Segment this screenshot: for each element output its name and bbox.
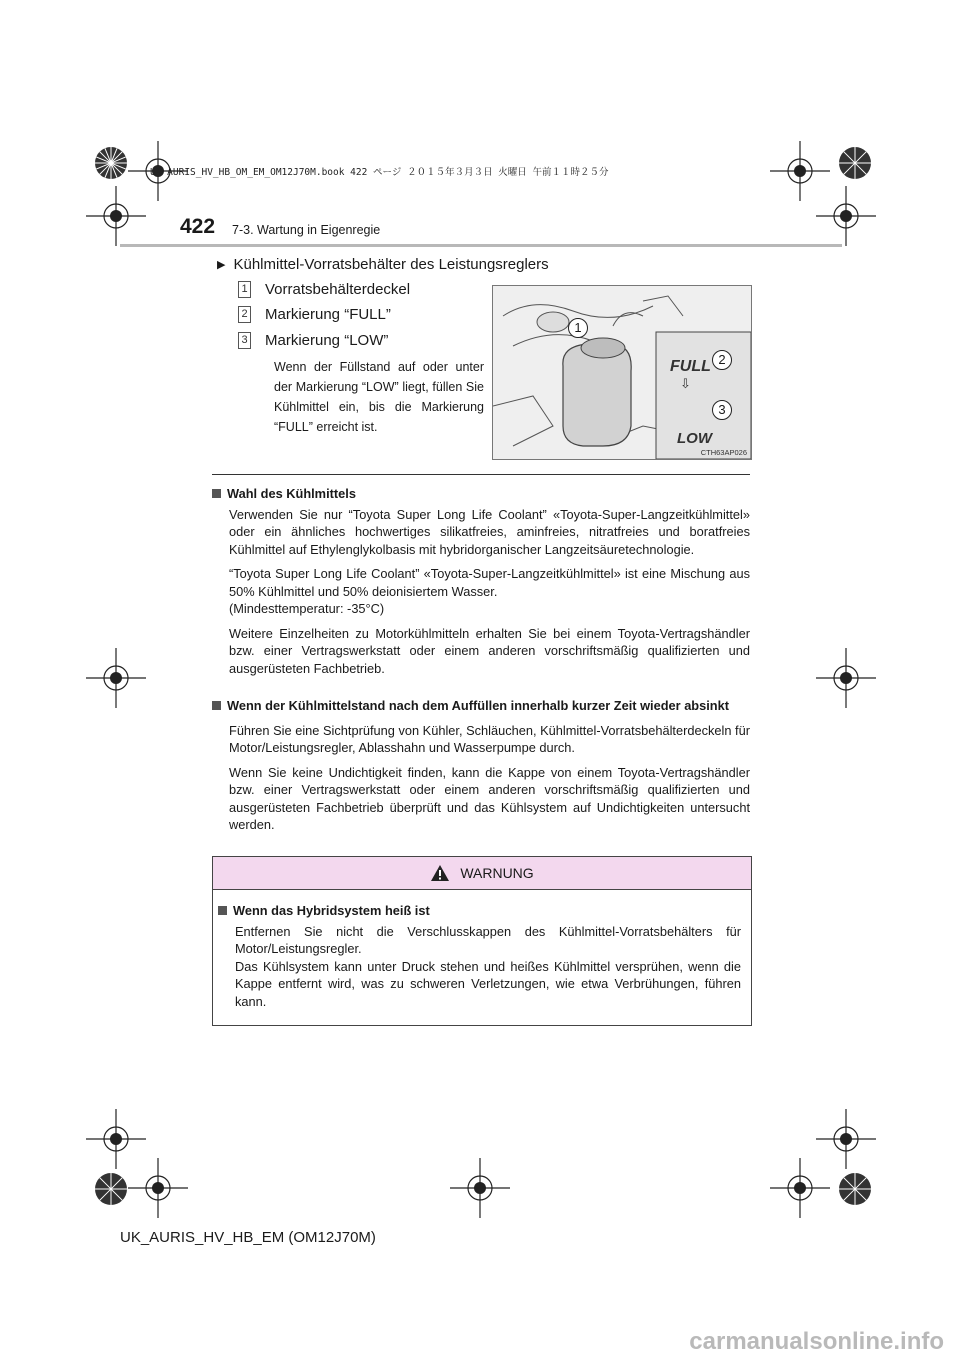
legend-label: Vorratsbehälterdeckel [265,281,411,298]
paragraph: Wenn Sie keine Undichtigkeit finden, kann die Kappe von einem Toyota-Vertragshändler bzw. einer Vertragswerkstatt oder einem anderen vorschriftsmäßig qualifizierten und ausgerüsteten Fachbetrieb überprüft und das Kühlsystem auf Undichtigkeiten untersucht werden. [229,764,750,832]
warning-triangle-icon [430,864,450,882]
paragraph: Das Kühlsystem kann unter Druck stehen und heißes Kühlmittel versprühen, wenn die Kappe entfernt wird, was zu schweren Verletzungen, wie etwa Verbrühungen, führen kann. [235,958,741,1009]
callout-1: 1 [568,318,588,338]
coolant-reservoir-illustration [492,285,752,460]
registration-starburst-top-right [838,146,872,180]
registration-target-mark [816,186,876,246]
legend-label: Markierung “LOW” [265,332,389,349]
warning-heading [218,902,741,920]
section-heading-text: Wenn der Kühlmittelstand nach dem Auffüllen innerhalb kurzer Zeit wieder absinkt [227,698,729,713]
legend-item [238,332,388,349]
paragraph: Entfernen Sie nicht die Verschlusskappen des Kühlmittel-Vorratsbehälters für Motor/Leistungsregler. [235,923,741,956]
paragraph: Verwenden Sie nur “Toyota Super Long Life Coolant” «Toyota-Super-Langzeitkühlmittel» oder ein ähnliches hochwertiges silikatfreies, aminfreies, nitratfreies und boratfreies Kühlmittel auf Ethylenglykolbasis mit hybridorganischer Langzeitsäuretechnologie. [229,506,750,557]
registration-starburst-bottom-right [838,1172,872,1206]
section-title: 7-3. Wartung in Eigenregie [232,223,381,237]
subsection-title: Kühlmittel-Vorratsbehälter des Leistungsreglers [233,256,549,273]
print-book-header: UK AURIS_HV_HB_OM_EM_OM12J70M.book 422 ページ ２０１５年３月３日 火曜日 午前１１時２５分 [150,167,609,178]
paragraph: Führen Sie eine Sichtprüfung von Kühler, Schläuchen, Kühlmittel-Vorratsbehälterdeckeln für Motor/Leistungsregler, Ablasshahn und Wasserpumpe durch. [229,722,750,755]
callout-3: 3 [712,400,732,420]
callout-number: 1 [238,281,251,298]
section-heading-text: Wahl des Kühlmittels [227,486,356,501]
paragraph: “Toyota Super Long Life Coolant” «Toyota-Super-Langzeitkühlmittel» ist eine Mischung aus 50% Kühlmittel und 50% deionisiertem Wasser. [229,566,750,599]
registration-starburst-bottom-left [94,1172,128,1206]
low-mark-label: LOW [677,430,712,447]
registration-target-mark [816,648,876,708]
paragraph: Weitere Einzelheiten zu Motorkühlmitteln erhalten Sie bei einem Toyota-Vertragshändler bzw. einer Vertragswerkstatt oder einem anderen vorschriftsmäßig qualifizierten und ausgerüsteten Fachbetrieb. [229,625,750,676]
registration-target-mark [450,1158,510,1218]
registration-target-mark [86,186,146,246]
warning-title: WARNUNG [460,865,534,881]
callout-2: 2 [712,350,732,370]
section-heading [212,697,750,715]
callout-number: 3 [238,332,251,349]
square-bullet-icon [218,906,227,915]
reservoir-drawing [493,286,751,459]
warning-heading-text: Wenn das Hybridsystem heiß ist [233,903,430,918]
legend-note: Wenn der Füllstand auf oder unter der Markierung “LOW” liegt, füllen Sie Kühlmittel ein, bis die Markierung “FULL” erreicht ist. [274,360,484,434]
triangle-bullet-icon: ▶ [217,259,226,271]
section-divider [212,474,750,475]
legend-label: Markierung “FULL” [265,306,391,323]
legend-item [238,306,391,323]
page-number: 422 [180,215,216,238]
subsection-heading [217,256,549,273]
paragraph: (Mindesttemperatur: -35°C) [229,601,385,616]
warning-body [213,890,751,1010]
warning-box [212,856,752,1026]
registration-target-mark [128,1158,188,1218]
header-rule [120,244,842,247]
figure-code: CTH63AP026 [700,448,747,457]
callout-number: 2 [238,306,251,323]
section-coolant-choice [212,485,750,677]
registration-target-mark [86,648,146,708]
watermark: carmanualsonline.info [689,1328,944,1355]
square-bullet-icon [212,701,221,710]
registration-target-mark [770,1158,830,1218]
down-arrow-icon: ⇩ [680,376,691,391]
registration-starburst-top-left [94,146,128,180]
footer-code: UK_AURIS_HV_HB_EM (OM12J70M) [120,1229,376,1246]
legend-item [238,281,410,298]
full-mark-label: FULL [670,358,711,375]
square-bullet-icon [212,489,221,498]
section-level-drops [212,697,750,834]
warning-header [213,857,751,890]
section-heading [212,485,750,503]
